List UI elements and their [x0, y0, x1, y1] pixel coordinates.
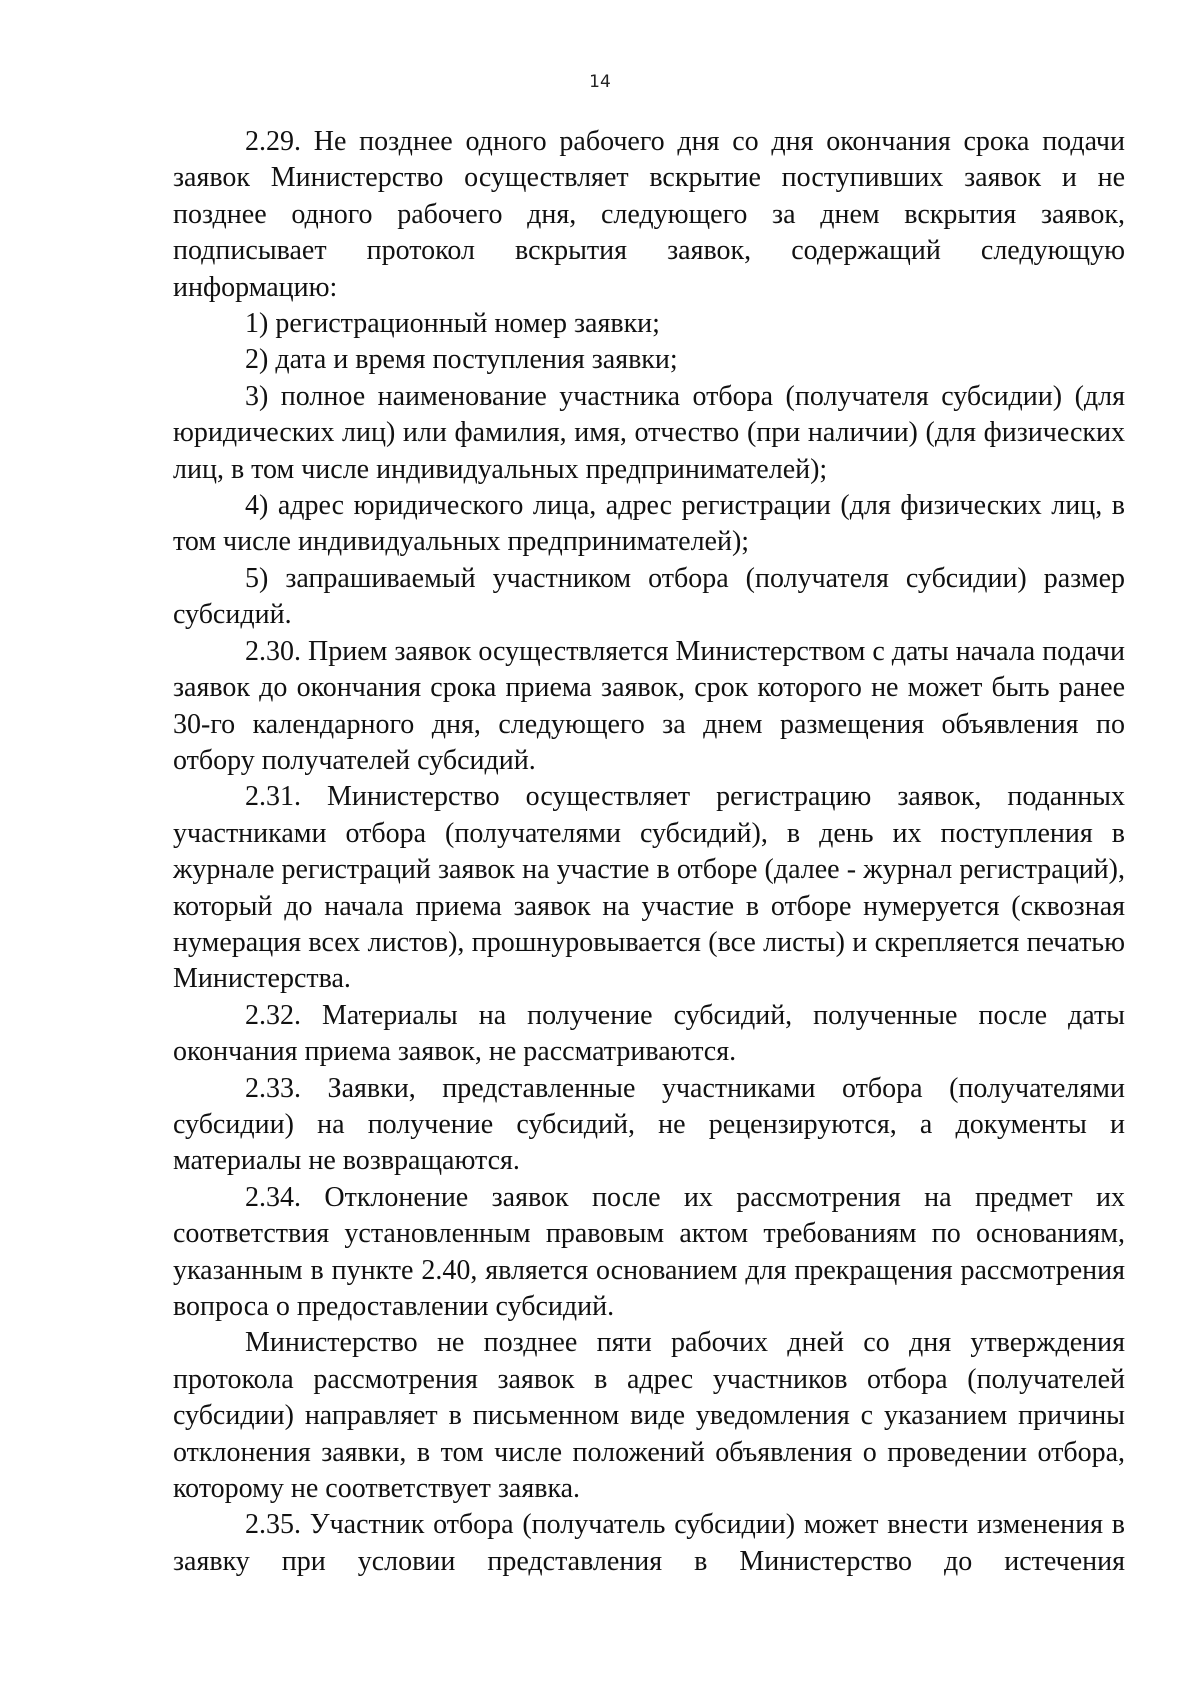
paragraph-2-32: 2.32. Материалы на получение субсидий, полученные после даты окончания приема заявок, не рассматриваются.	[173, 999, 1125, 1068]
paragraph-2-30: 2.30. Прием заявок осуществляется Министерством с даты начала подачи заявок до окончания срока приема заявок, срок которого не может быть ранее 30-го календарного дня, следующего за днем размещения объявления по отбору получателей субсидий.	[173, 635, 1125, 776]
list-item-2: 2) дата и время поступления заявки;	[245, 344, 678, 376]
list-item-5: 5) запрашиваемый участником отбора (получателя субсидии) размер субсидий.	[173, 562, 1125, 631]
paragraph-2-31: 2.31. Министерство осуществляет регистрацию заявок, поданных участниками отбора (получателями субсидий), в день их поступления в журнале регистраций заявок на участие в отборе (далее - журнал регистраций), который до начала приема заявок на участие в отборе нумеруется (сквозная нумерация всех листов), прошнуровывается (все листы) и скрепляется печатью Министерства.	[173, 781, 1125, 995]
list-item-1: 1) регистрационный номер заявки;	[245, 308, 660, 340]
paragraph-2-33: 2.33. Заявки, представленные участниками отбора (получателями субсидии) на получение субсидий, не рецензируются, а документы и материалы не возвращаются.	[173, 1072, 1125, 1177]
paragraph-ministry-notice: Министерство не позднее пяти рабочих дней со дня утверждения протокола рассмотрения заявок в адрес участников отбора (получателей субсидии) направляет в письменном виде уведомления с указанием причины отклонения заявки, в том числе положений объявления о проведении отбора, которому не соответствует заявка.	[173, 1327, 1125, 1505]
paragraph-2-29: 2.29. Не позднее одного рабочего дня со дня окончания срока подачи заявок Министерство осуществляет вскрытие поступивших заявок и не позднее одного рабочего дня, следующего за днем вскрытия заявок, подписывает протокол вскрытия заявок, содержащий следующую информацию:	[173, 126, 1125, 303]
page-number: 14	[589, 72, 611, 92]
paragraph-2-35: 2.35. Участник отбора (получатель субсидии) может внести изменения в заявку при условии представления в Министерство до истечения	[173, 1509, 1125, 1577]
paragraph-2-34: 2.34. Отклонение заявок после их рассмотрения на предмет их соответствия установленным правовым актом требованиям по основаниям, указанным в пункте 2.40, является основанием для прекращения рассмотрения вопроса о предоставлении субсидий.	[173, 1181, 1125, 1322]
list-item-4: 4) адрес юридического лица, адрес регистрации (для физических лиц, в том числе индивидуальных предпринимателей);	[173, 490, 1125, 558]
document-body	[173, 124, 1125, 1580]
list-item-3: 3) полное наименование участника отбора (получателя субсидии) (для юридических лиц) или фамилия, имя, отчество (при наличии) (для физических лиц, в том числе индивидуальных предпринимателей);	[173, 380, 1125, 485]
